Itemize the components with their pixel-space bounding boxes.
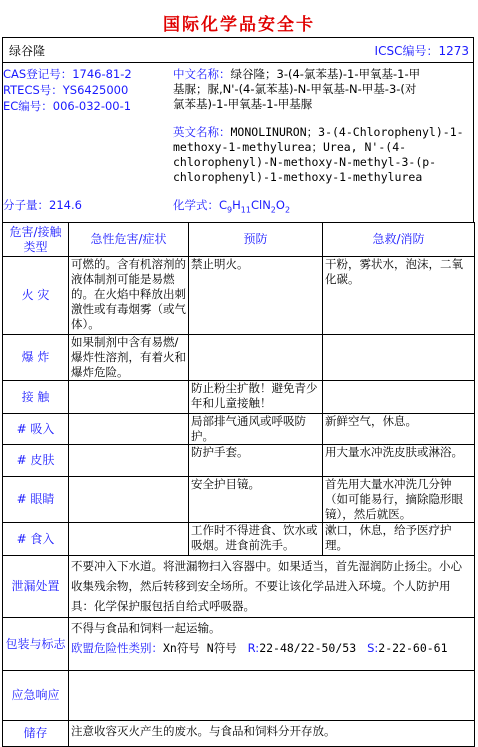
table-header-row xyxy=(3,223,475,257)
row-hazard xyxy=(69,381,189,414)
en-name-block xyxy=(173,125,473,185)
rtecs-number: RTECS号：YS6425000 xyxy=(3,83,129,97)
header-prevent: 预防 xyxy=(189,223,323,257)
table-row xyxy=(3,445,475,477)
chemical-formula: $C_9H_{11}ClN_2O_2$ xyxy=(219,198,291,215)
formula-label: 化学式： xyxy=(173,198,219,212)
row-hazard xyxy=(69,523,189,556)
row-prevent: 安全护目镜。 xyxy=(189,477,323,523)
row-aid: 新鲜空气，休息。 xyxy=(323,414,475,445)
cn-name-label: 中文名称： xyxy=(173,67,231,81)
cas-number: CAS登记号：1746-81-2 xyxy=(3,67,132,81)
row-prevent: 防止粉尘扩散！避免青少年和儿童接触！ xyxy=(189,381,323,414)
row-category-explosion: 爆 炸 xyxy=(3,335,69,381)
header-aid: 急救/消防 xyxy=(323,223,475,257)
r-phrase-label: R: xyxy=(247,641,260,655)
storage-label: 储存 xyxy=(3,721,69,747)
cn-name-line-2: 基脲；脲,N'-(4-氯苯基)-N-甲氧基-N-甲基-3-(对 xyxy=(173,82,417,96)
eu-class-value: Xn符号 N符号 xyxy=(163,641,237,655)
row-aid xyxy=(323,335,475,381)
row-prevent: 局部排气通风或呼吸防护。 xyxy=(189,414,323,445)
storage-row xyxy=(3,721,475,747)
storage-text: 注意收容灭火产生的废水。与食品和饲料分开存放。 xyxy=(69,721,475,747)
identity-section xyxy=(2,37,474,223)
molecular-weight: 分子量：214.6 xyxy=(3,198,82,212)
formula-block xyxy=(173,198,290,217)
card-title: 国际化学品安全卡 xyxy=(163,15,315,35)
spill-label: 泄漏处置 xyxy=(3,556,69,618)
row-prevent xyxy=(189,335,323,381)
header-type: 危害/接触 类型 xyxy=(3,223,69,257)
cn-name-block xyxy=(173,67,473,112)
row-aid: 干粉，雾状水，泡沫，二氧化碳。 xyxy=(323,257,475,335)
row-hazard xyxy=(69,445,189,477)
ec-number: EC编号：006-032-00-1 xyxy=(3,99,132,113)
cn-name-line-3: 氯苯基)-1-甲氧基-1-甲基脲 xyxy=(173,97,313,111)
row-prevent: 工作时不得进食、饮水或吸烟。进食前洗手。 xyxy=(189,523,323,556)
en-name-label: 英文名称： xyxy=(173,125,231,139)
row-category-eyes: # 眼睛 xyxy=(3,477,69,523)
row-hazard: 如果制剂中含有易燃/爆炸性溶剂，有着火和爆炸危险。 xyxy=(69,335,189,381)
table-row xyxy=(3,257,475,335)
cn-name-line-1: 绿谷隆；3-(4-氯苯基)-1-甲氧基-1-甲 xyxy=(230,67,421,81)
row-hazard xyxy=(69,477,189,523)
chemical-name-cn: 绿谷隆 xyxy=(9,44,46,58)
s-phrase-value: 2-22-60-61 xyxy=(378,641,448,655)
row-aid: 漱口，休息，给予医疗护理。 xyxy=(323,523,475,556)
icsc-number: ICSC编号：1273 xyxy=(374,44,469,58)
emergency-row xyxy=(3,671,475,721)
row-category-contact: 接 触 xyxy=(3,381,69,414)
row-aid: 首先用大量水冲洗几分钟（如可能易行，摘除隐形眼镜），然后就医。 xyxy=(323,477,475,523)
table-row xyxy=(3,335,475,381)
table-row xyxy=(3,477,475,523)
table-row xyxy=(3,523,475,556)
en-name-line-4: chlorophenyl)-1-methoxy-1-methylurea xyxy=(173,170,423,184)
row-aid: 用大量水冲洗皮肤或淋浴。 xyxy=(323,445,475,477)
row-hazard: 可燃的。含有机溶剂的液体制剂可能是易燃的。在火焰中释放出刺激性或有毒烟雾（或气体）。 xyxy=(69,257,189,335)
eu-class-label: 欧盟危险性类别： xyxy=(71,641,163,655)
spill-row xyxy=(3,556,475,618)
row-hazard xyxy=(69,414,189,445)
row-aid xyxy=(323,381,475,414)
table-row xyxy=(3,414,475,445)
row-category-ingestion: # 食入 xyxy=(3,523,69,556)
packaging-text xyxy=(69,618,475,671)
packaging-label: 包装与标志 xyxy=(3,618,69,671)
row-prevent: 禁止明火。 xyxy=(189,257,323,335)
s-phrase-label: S: xyxy=(367,641,379,655)
en-name-line-1: MONOLINURON；3-(4-Chlorophenyl)-1- xyxy=(230,125,464,139)
r-phrase-value: 22-48/22-50/53 xyxy=(259,641,357,655)
en-name-line-3: chlorophenyl)-N-methoxy-N-methyl-3-(p- xyxy=(173,155,437,169)
row-category-fire: 火 灾 xyxy=(3,257,69,335)
table-row xyxy=(3,381,475,414)
emergency-label: 应急响应 xyxy=(3,671,69,721)
en-name-line-2: methoxy-1-methylurea；Urea, N'-(4- xyxy=(173,140,407,154)
spill-text: 不要冲入下水道。将泄漏物扫入容器中。如果适当，首先湿润防止扬尘。小心收集残余物，然后转移到安全场所。不要让该化学品进入环境。个人防护用具：化学保护服包括自给式呼吸器。 xyxy=(69,556,475,618)
row-category-skin: # 皮肤 xyxy=(3,445,69,477)
row-prevent: 防护手套。 xyxy=(189,445,323,477)
header-hazard: 急性危害/症状 xyxy=(69,223,189,257)
name-bar xyxy=(3,38,473,63)
emergency-text xyxy=(69,671,475,721)
row-category-inhalation: # 吸入 xyxy=(3,414,69,445)
packaging-row xyxy=(3,618,475,671)
hazard-table xyxy=(2,222,475,747)
packaging-line-1: 不得与食品和饲料一起运输。 xyxy=(71,621,221,635)
